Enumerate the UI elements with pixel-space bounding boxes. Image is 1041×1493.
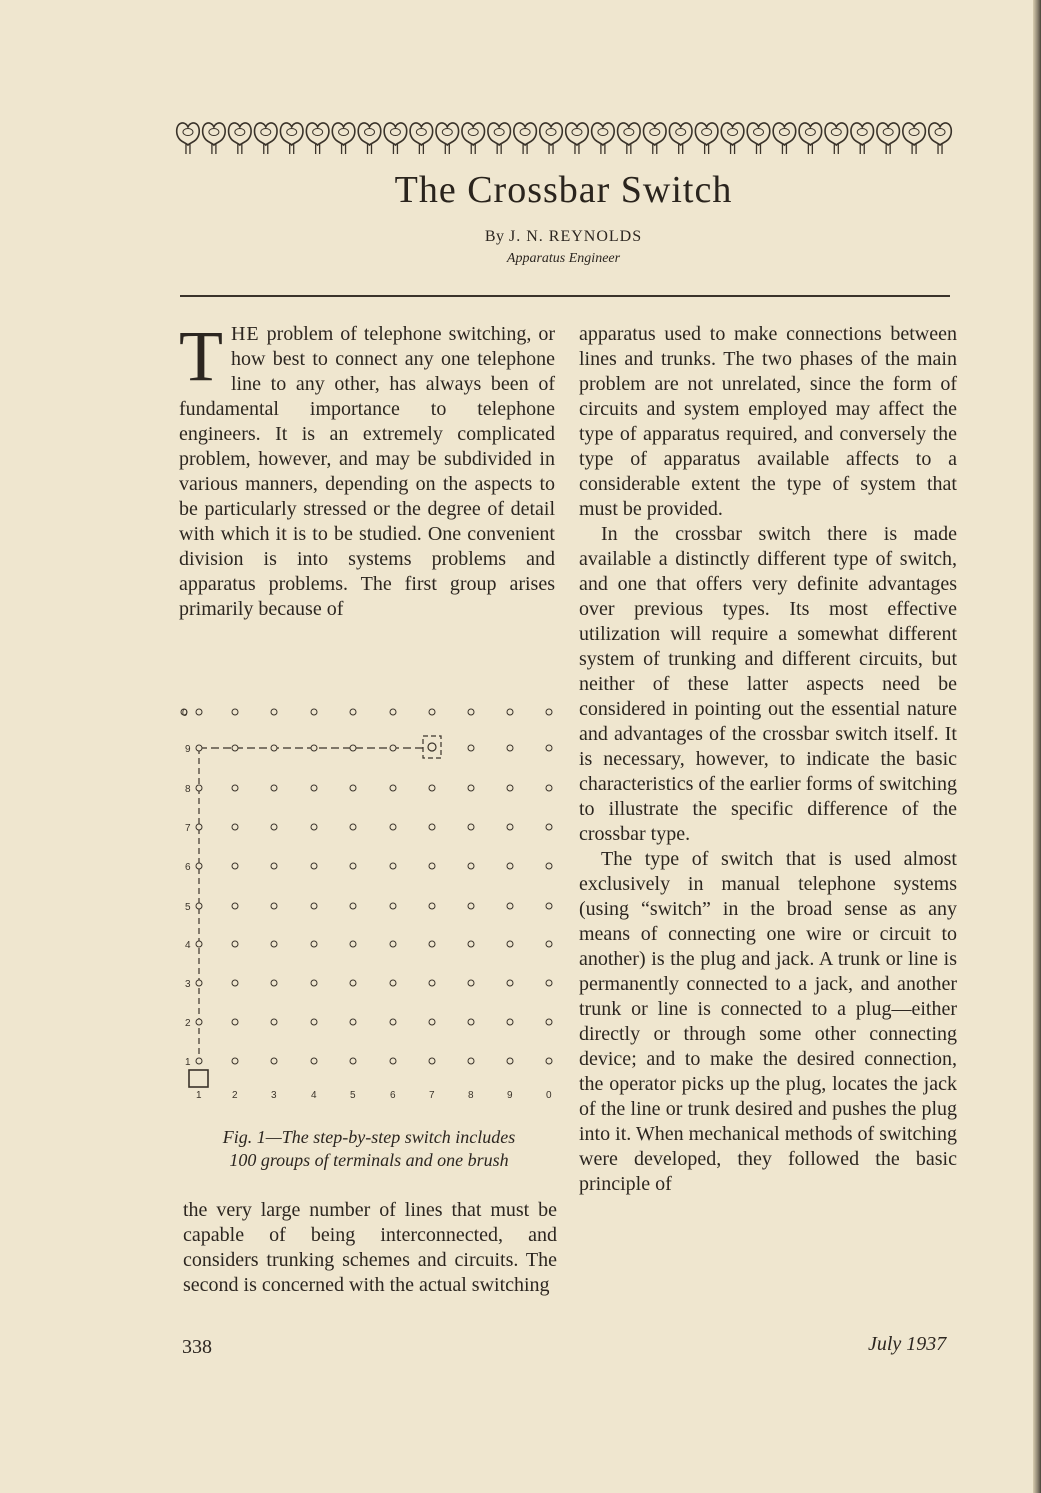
terminal: [350, 863, 356, 869]
right-paragraph-2: In the crossbar switch there is made available a distinctly different type of switch, and one that offers very definite advantages over previous types. Its most effective utilization will require a somewhat different system of trunking and different circuits, but neither of these latter aspects need be considered in pointing out the essential nature and advantages of the crossbar switch itself. It is necessary, however, to indicate the basic characteristics of the earlier forms of switching to illustrate the specific difference of the crossbar type.: [579, 523, 957, 845]
row-label: 3: [185, 979, 191, 990]
terminal: [232, 1058, 238, 1064]
terminal: [196, 709, 202, 715]
ornament-motif: [203, 123, 226, 154]
terminal: [350, 745, 356, 751]
terminal: [429, 824, 435, 830]
terminal: [468, 745, 474, 751]
ornament-motif: [825, 123, 848, 154]
column-label: 2: [232, 1090, 238, 1101]
byline: [0, 228, 1041, 246]
terminal: [350, 824, 356, 830]
terminal: [311, 785, 317, 791]
terminal: [429, 1058, 435, 1064]
terminal: [232, 980, 238, 986]
terminal: [390, 980, 396, 986]
drop-cap: T: [179, 316, 223, 396]
ornament-motif: [669, 123, 692, 154]
terminal: [546, 1058, 552, 1064]
author-name: J. N. REYNOLDS: [509, 228, 643, 245]
ornament-motif: [851, 123, 874, 154]
terminal: [311, 824, 317, 830]
row-label: 6: [185, 862, 191, 873]
ornamental-border: [175, 118, 953, 156]
ornament-motif: [280, 123, 303, 154]
row-label: 9: [185, 744, 191, 755]
left-column-bottom: [183, 1198, 557, 1298]
terminal: [196, 980, 202, 986]
terminal: [311, 709, 317, 715]
ornament-motif: [618, 123, 641, 154]
row-label: 4: [185, 940, 191, 951]
ornament-motif: [773, 123, 796, 154]
terminal: [507, 785, 513, 791]
ornament-motif: [436, 123, 459, 154]
terminal: [271, 785, 277, 791]
terminal: [350, 903, 356, 909]
terminal: [507, 1058, 513, 1064]
terminal: [468, 785, 474, 791]
terminal: [546, 785, 552, 791]
terminal: [546, 745, 552, 751]
terminal: [546, 980, 552, 986]
terminal: [196, 903, 202, 909]
ornament-motif: [929, 123, 952, 154]
terminal: [271, 709, 277, 715]
column-label: 6: [390, 1090, 396, 1101]
terminal: [429, 1019, 435, 1025]
row-label: 5: [185, 902, 191, 913]
terminal: [271, 980, 277, 986]
terminal: [311, 980, 317, 986]
terminal: [390, 824, 396, 830]
terminal: [196, 1058, 202, 1064]
terminal: [546, 824, 552, 830]
terminal: [429, 941, 435, 947]
terminal: [232, 903, 238, 909]
ornament-motif: [384, 123, 407, 154]
terminal: [271, 824, 277, 830]
terminal: [350, 785, 356, 791]
ornament-motif: [410, 123, 433, 154]
terminal: [429, 785, 435, 791]
ornament-motif: [255, 123, 278, 154]
step-by-step-switch-figure: [179, 700, 559, 1110]
ornament-motif: [721, 123, 744, 154]
ornament-motif: [306, 123, 329, 154]
row-label: 1: [185, 1057, 191, 1068]
page-number: 338: [182, 1336, 212, 1358]
author-position: Apparatus Engineer: [506, 251, 621, 266]
terminal: [468, 980, 474, 986]
terminal: [232, 863, 238, 869]
column-label: 8: [468, 1090, 474, 1101]
left-column-top: [179, 316, 555, 622]
terminal: [232, 745, 238, 751]
column-label: 1: [196, 1090, 202, 1101]
ornament-motif: [644, 123, 667, 154]
terminal: [271, 941, 277, 947]
ornament-motif: [566, 123, 589, 154]
terminal: [350, 1058, 356, 1064]
terminal: [271, 1058, 277, 1064]
terminal: [232, 709, 238, 715]
row-label: 8: [185, 784, 191, 795]
right-paragraph-3: The type of switch that is used almost exclusively in manual telephone systems (using “switch” in the broad sense as any means of connecting one wire or circuit to another) is the plug and jack. A trunk or line is permanently connected to a jack, and another trunk or line is connected to a plug—either directly or through some other connecting device; and to make the desired connection, the operator picks up the plug, locates the jack of the line or trunk desired and pushes the plug into it. When mechanical methods of switching were developed, they followed the basic principle of: [579, 848, 957, 1195]
page-edge: [1033, 0, 1041, 1493]
terminal: [271, 903, 277, 909]
row-label: 2: [185, 1018, 191, 1029]
caption-line-2: 100 groups of terminals and one brush: [229, 1150, 509, 1170]
ornament-motif: [332, 123, 355, 154]
ornament-motif: [747, 123, 770, 154]
terminal: [468, 903, 474, 909]
terminal: [271, 745, 277, 751]
terminal: [390, 1019, 396, 1025]
row-label: 7: [185, 823, 191, 834]
column-label: 0: [546, 1090, 552, 1101]
terminal: [311, 941, 317, 947]
terminal: [546, 903, 552, 909]
byline-prefix: By: [484, 228, 505, 245]
terminal: [429, 903, 435, 909]
column-label: 4: [311, 1090, 317, 1101]
right-paragraph-1: apparatus used to make connections between lines and trunks. The two phases of the main problem are not unrelated, since the form of circuits and system employed may affect the type of apparatus required, and conversely the type of apparatus available affects to a considerable extent the type of system that must be provided.: [579, 323, 957, 520]
ornament-motif: [462, 123, 485, 154]
terminal: [196, 863, 202, 869]
ornament-motif: [799, 123, 822, 154]
title-rule: [180, 295, 950, 297]
terminal: [468, 863, 474, 869]
terminal: [546, 941, 552, 947]
ornament-motif: [877, 123, 900, 154]
issue-date: July 1937: [868, 1333, 947, 1355]
terminal: [468, 941, 474, 947]
terminal: [271, 863, 277, 869]
brush-square: [189, 1070, 208, 1087]
terminal: [468, 1019, 474, 1025]
terminal: [196, 785, 202, 791]
terminal: [311, 1019, 317, 1025]
terminal: [232, 785, 238, 791]
terminal: [468, 1058, 474, 1064]
terminal: [429, 863, 435, 869]
row-label: 0: [182, 708, 188, 719]
column-label: 7: [429, 1090, 435, 1101]
terminal: [390, 785, 396, 791]
terminal: [350, 709, 356, 715]
ornament-motif: [592, 123, 615, 154]
terminal: [232, 824, 238, 830]
terminal: [390, 903, 396, 909]
terminal: [507, 980, 513, 986]
terminal: [507, 824, 513, 830]
terminal: [546, 1019, 552, 1025]
terminal: [507, 745, 513, 751]
terminal: [196, 824, 202, 830]
ornament-motif: [358, 123, 381, 154]
ornament-motif: [514, 123, 537, 154]
ornament-motif: [540, 123, 563, 154]
terminal: [311, 745, 317, 751]
ornament-motif: [695, 123, 718, 154]
terminal: [429, 980, 435, 986]
ornament-motif: [177, 123, 200, 154]
terminal: [196, 1019, 202, 1025]
terminal: [350, 980, 356, 986]
terminal: [311, 903, 317, 909]
ornament-motif: [229, 123, 252, 154]
terminal: [546, 863, 552, 869]
terminal: [311, 1058, 317, 1064]
lead-caps: HE: [230, 323, 260, 345]
article-title: The Crossbar Switch: [394, 169, 733, 211]
terminal: [196, 941, 202, 947]
terminal: [350, 1019, 356, 1025]
terminal: [390, 745, 396, 751]
terminal: [390, 1058, 396, 1064]
terminal: [390, 709, 396, 715]
intro-text: problem of telephone switching, or how best to connect any one telephone line to any other, has always been of fundamental importance to telephone engineers. It is an extremely complicated problem, however, and may be subdivided in various manners, depending on the aspects to be particularly stressed or the degree of detail with which it is to be studied. One convenient division is into systems problems and apparatus problems. The first group arises primarily because of: [179, 323, 555, 620]
figure-caption: [179, 1126, 559, 1172]
selected-terminal: [428, 743, 436, 751]
column-label: 5: [350, 1090, 356, 1101]
terminal: [271, 1019, 277, 1025]
terminal: [468, 824, 474, 830]
terminal: [232, 1019, 238, 1025]
terminal: [311, 863, 317, 869]
terminal: [390, 863, 396, 869]
column-label: 3: [271, 1090, 277, 1101]
caption-line-1: Fig. 1—The step-by-step switch includes: [222, 1127, 516, 1147]
ornament-motif: [903, 123, 926, 154]
ornament-motif: [488, 123, 511, 154]
terminal: [390, 941, 396, 947]
terminal: [232, 941, 238, 947]
terminal: [507, 863, 513, 869]
column-label: 9: [507, 1090, 513, 1101]
terminal: [507, 1019, 513, 1025]
terminal: [468, 709, 474, 715]
terminal: [196, 745, 202, 751]
terminal: [350, 941, 356, 947]
right-column: [579, 322, 957, 1197]
terminal: [507, 903, 513, 909]
terminal: [429, 709, 435, 715]
intro-paragraph: [179, 316, 555, 622]
left-bottom-paragraph: the very large number of lines that must be capable of being interconnected, and considers trunking schemes and circuits. The second is concerned with the actual switching: [183, 1199, 557, 1296]
terminal: [507, 941, 513, 947]
terminal: [507, 709, 513, 715]
terminal: [546, 709, 552, 715]
